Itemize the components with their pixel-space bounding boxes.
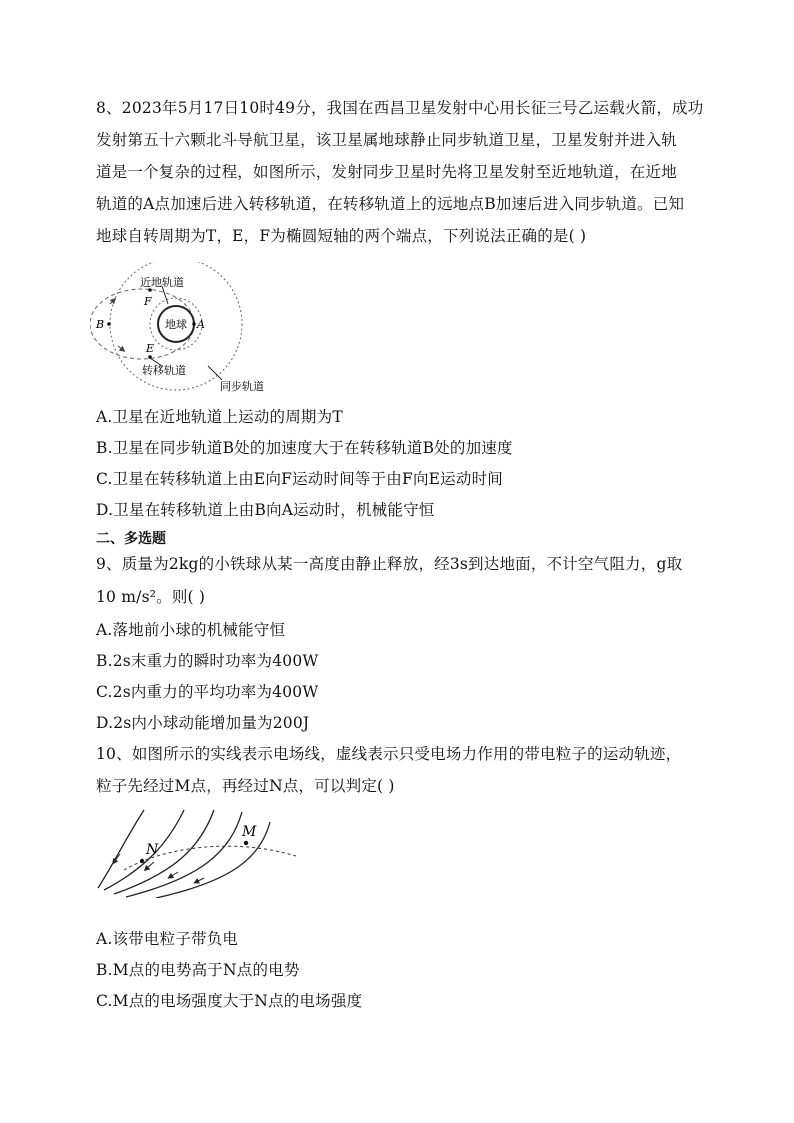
field-line-1 xyxy=(98,810,144,888)
field-line-2 xyxy=(104,810,184,890)
field-line-4 xyxy=(126,812,242,897)
q10-option-a: A.该带电粒子带负电 xyxy=(96,930,239,948)
q8-line-3: 道是一个复杂的过程，如图所示，发射同步卫星时先将卫星发射至近地轨道，在近地 xyxy=(96,163,677,181)
sync-orbit-label: 同步轨道 xyxy=(220,380,264,393)
earth-label: 地球 xyxy=(165,318,187,331)
q9-line-2: 10 m/s²。则( ) xyxy=(96,588,206,606)
q8-line-2: 发射第五十六颗北斗导航卫星，该卫星属地球静止同步轨道卫星，卫星发射并进入轨 xyxy=(96,131,677,149)
q8-line-5: 地球自转周期为T，E，F为椭圆短轴的两个端点，下列说法正确的是( ) xyxy=(96,227,587,245)
q9-option-c: C.2s内重力的平均功率为400W xyxy=(96,683,319,701)
label-b: B xyxy=(96,318,105,331)
transfer-orbit-label: 转移轨道 xyxy=(142,364,186,377)
near-orbit-label: 近地轨道 xyxy=(140,276,184,289)
q10-line-1: 10、如图所示的实线表示电场线，虚线表示只受电场力作用的带电粒子的运动轨迹， xyxy=(96,745,682,763)
q8-option-d: D.卫星在转移轨道上由B向A运动时，机械能守恒 xyxy=(96,501,435,519)
orbit-figure xyxy=(90,262,290,397)
q8-line-4: 轨道的A点加速后进入转移轨道，在转移轨道上的远地点B加速后进入同步轨道。已知 xyxy=(96,195,685,213)
q8-option-a: A.卫星在近地轨道上运动的周期为T xyxy=(96,408,343,426)
label-m: M xyxy=(242,824,257,840)
section-title: 二、多选题 xyxy=(96,531,166,547)
point-b xyxy=(107,322,111,326)
q10-option-c: C.M点的电场强度大于N点的电场强度 xyxy=(96,992,363,1010)
q9-option-b: B.2s末重力的瞬时功率为400W xyxy=(96,652,319,670)
label-a: A xyxy=(197,318,205,331)
q8-line-1: 8、2023年5月17日10时49分，我国在西昌卫星发射中心用长征三号乙运载火箭，成功 xyxy=(96,99,704,117)
label-n: N xyxy=(146,842,159,858)
field-figure xyxy=(96,808,296,898)
label-f: F xyxy=(144,295,152,308)
q10-line-2: 粒子先经过M点，再经过N点，可以判定( ) xyxy=(96,777,395,795)
label-e: E xyxy=(146,342,155,355)
field-line-3 xyxy=(114,810,214,894)
q9-option-d: D.2s内小球动能增加量为200J xyxy=(96,714,310,732)
point-n xyxy=(140,859,144,863)
point-m xyxy=(244,841,248,845)
q9-line-1: 9、质量为2kg的小铁球从某一高度由静止释放，经3s到达地面，不计空气阻力，g取 xyxy=(96,555,683,573)
q9-option-a: A.落地前小球的机械能守恒 xyxy=(96,621,286,639)
q10-option-b: B.M点的电势高于N点的电势 xyxy=(96,961,300,979)
point-a xyxy=(192,322,196,326)
q8-option-b: B.卫星在同步轨道B处的加速度大于在转移轨道B处的加速度 xyxy=(96,439,513,457)
q8-option-c: C.卫星在转移轨道上由E向F运动时间等于由F向E运动时间 xyxy=(96,470,503,488)
